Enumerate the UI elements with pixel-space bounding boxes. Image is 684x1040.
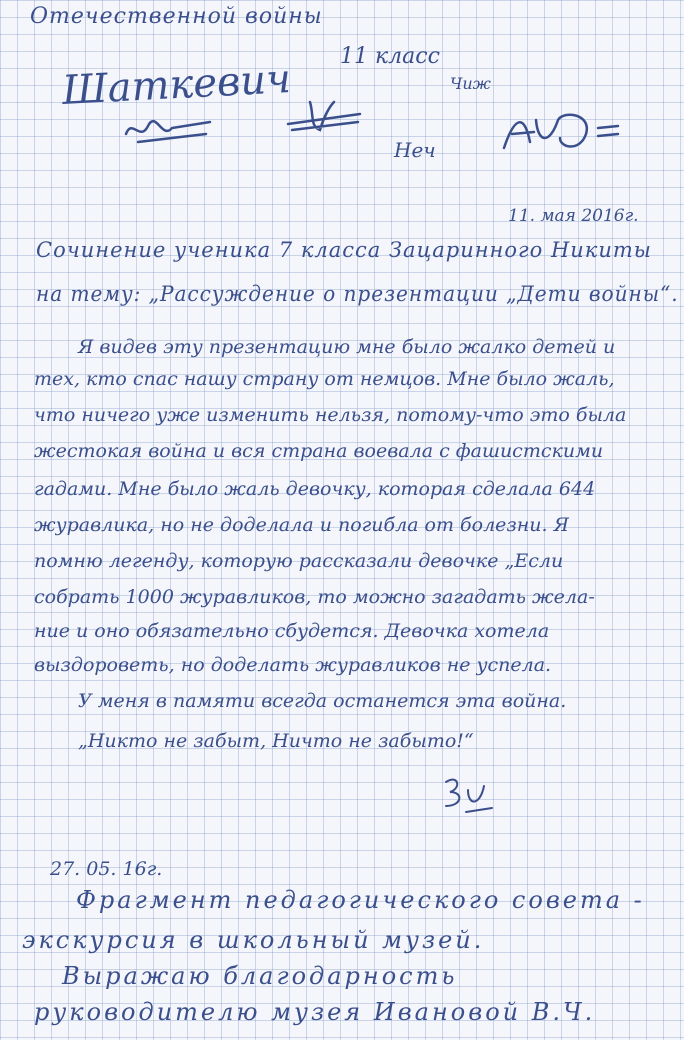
essay-text-line: помню легенду, которую рассказали девочке „Если [34,550,564,572]
feedback-text-line: Фрагмент педагогического совета - [76,886,645,914]
signature-3 [494,108,624,158]
essay-text-line: что ничего уже изменить нельзя, потому-что это была [34,404,627,426]
essay-text-line: журавлика, но не доделала и погибла от болезни. Я [34,514,569,536]
essay-text-line: тех, кто спас нашу страну от немцов. Мне было жаль, [34,368,615,390]
feedback-text-line: экскурсия в школьный музей. [22,926,485,954]
essay-date: 11. мая 2016г. [508,206,639,226]
header-note-a: Чиж [450,74,491,93]
feedback-date: 27. 05. 16г. [50,858,163,880]
essay-title-line: Сочинение ученика 7 класса Зацаринного Никиты [36,238,652,262]
essay-text-line: жестокая война и вся страна воевала с фашистскими [34,440,604,462]
essay-text-line: выздороветь, но доделать журавликов не успела. [34,654,552,676]
student-name: Шаткевич [60,56,292,114]
signature-2 [280,96,370,140]
essay-text-line: собрать 1000 журавликов, то можно загадать жела- [34,586,595,608]
essay-text-line: гадами. Мне было жаль девочку, которая сделала 644 [34,478,596,500]
author-signature [436,772,496,818]
essay-text-line: Я видев эту презентацию мне было жалко детей и [78,336,616,358]
header-note-b: Неч [394,138,436,162]
header-title-fragment: Отечественной войны [30,4,323,29]
essay-text-line: „Никто не забыт, Ничто не забыто!“ [78,730,474,752]
class-label: 11 класс [340,44,440,69]
essay-title-line: на тему: „Рассуждение о презентации „Дети войны“. [36,282,679,306]
feedback-text-line: руководителю музея Ивановой В.Ч. [34,998,596,1026]
essay-text-line: У меня в памяти всегда останется эта война. [78,690,567,712]
feedback-text-line: Выражаю благодарность [62,962,458,990]
essay-text-line: ние и оно обязательно сбудется. Девочка хотела [34,620,550,642]
signature-1 [118,112,218,152]
